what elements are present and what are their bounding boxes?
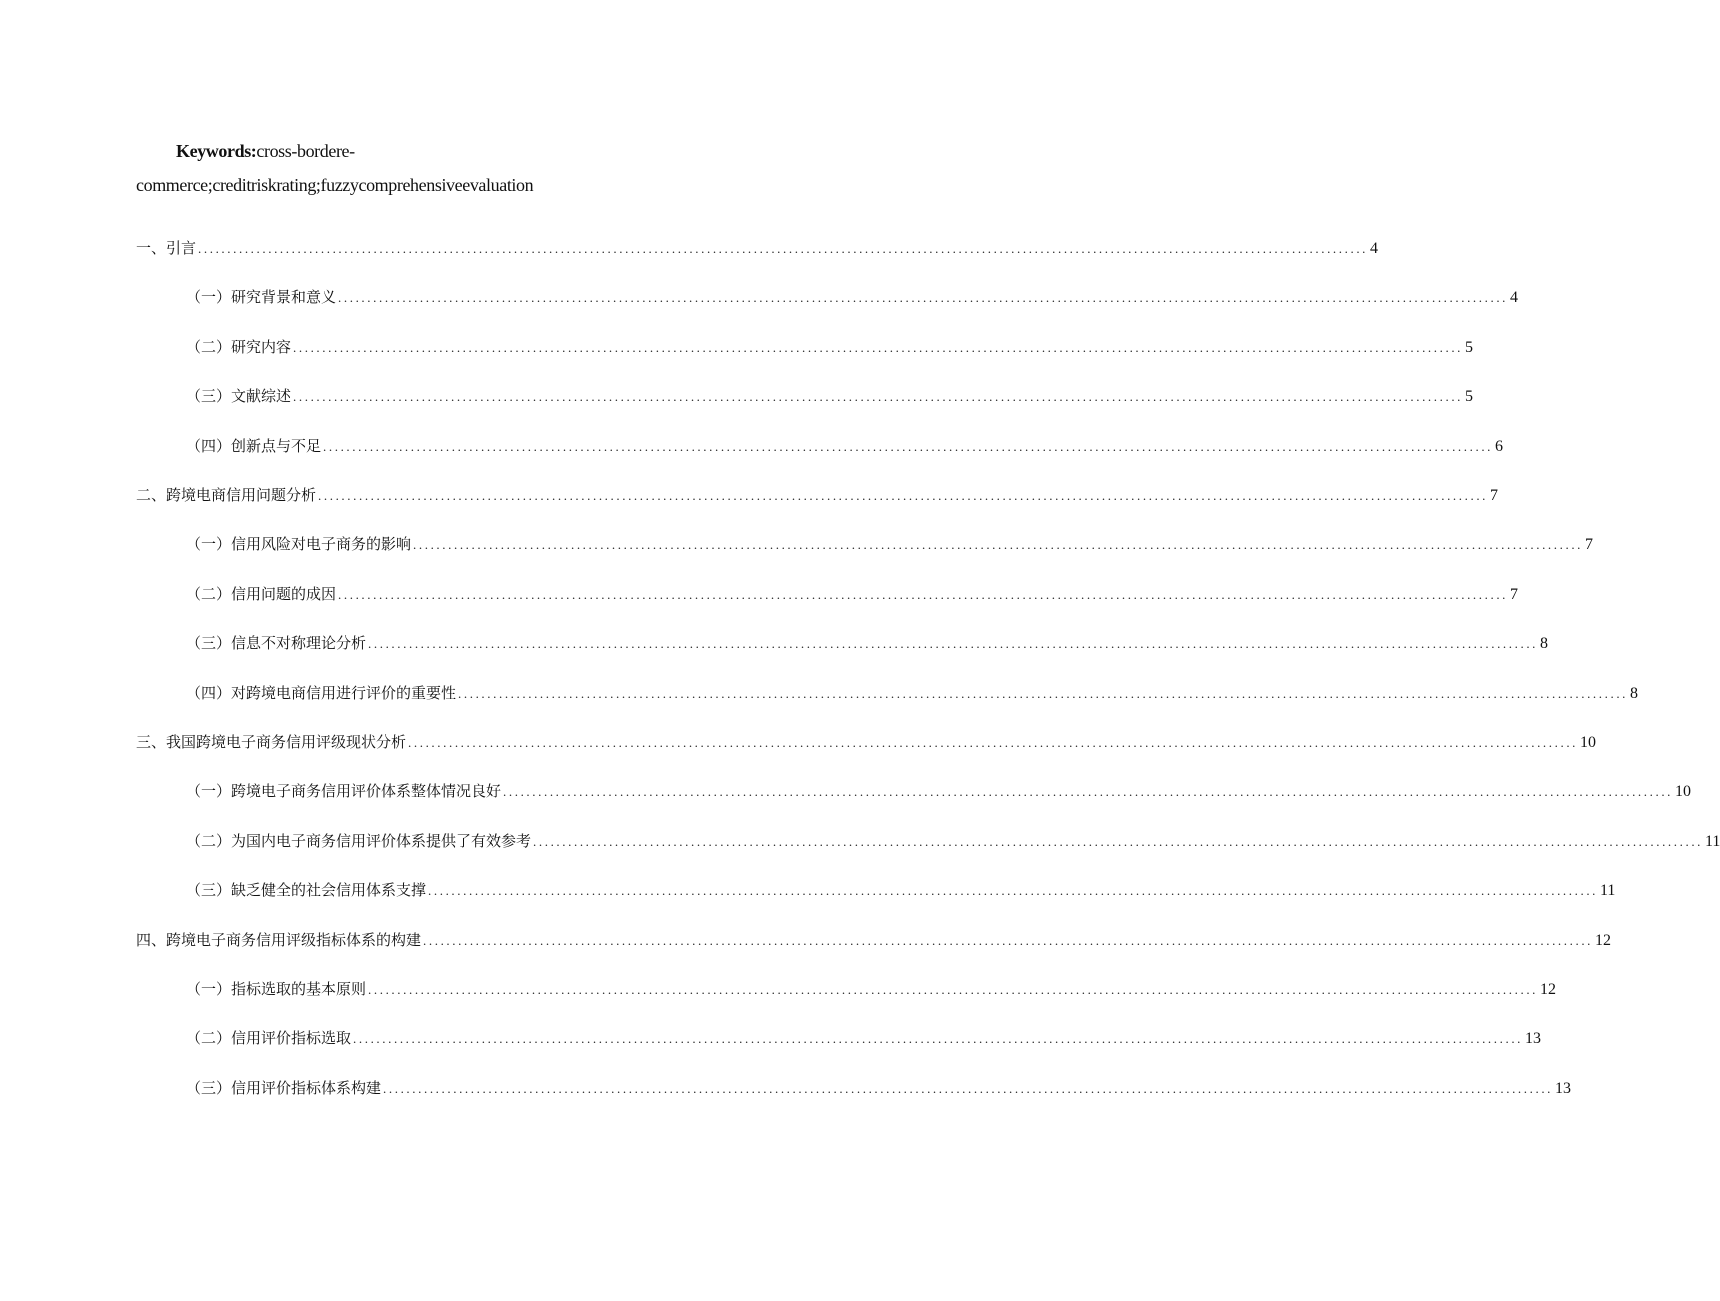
toc-entry[interactable] — [136, 237, 1379, 261]
toc-entry[interactable] — [186, 583, 1519, 607]
toc-entry[interactable] — [186, 830, 1720, 854]
toc-entry-title: （一）跨境电子商务信用评价体系整体情况良好 — [186, 784, 502, 801]
toc-entry[interactable] — [186, 286, 1519, 310]
toc-dot-leader: ........................................................................................................................................................................................................ — [368, 982, 1539, 997]
toc-entry-title: （四）创新点与不足 — [186, 438, 322, 455]
toc-dot-leader: ........................................................................................................................................................................................................ — [318, 488, 1489, 503]
toc-entry-title: （二）信用问题的成因 — [186, 586, 337, 603]
toc-entry-page: 5 — [1465, 388, 1474, 406]
toc-entry[interactable] — [186, 435, 1504, 459]
toc-entry-title: （二）研究内容 — [186, 339, 292, 356]
toc-entry[interactable] — [186, 780, 1692, 804]
toc-entry[interactable] — [136, 731, 1597, 755]
keywords-line-2: commerce;creditriskrating;fuzzycomprehensiveevaluation — [136, 175, 534, 195]
toc-dot-leader: ........................................................................................................................................................................................................ — [408, 735, 1579, 750]
toc-entry[interactable] — [186, 385, 1474, 409]
toc-dot-leader: ........................................................................................................................................................................................................ — [293, 339, 1464, 355]
toc-entry[interactable] — [186, 1027, 1542, 1051]
toc-entry-title: 一、引言 — [136, 241, 197, 257]
toc-entry[interactable] — [186, 336, 1474, 360]
toc-dot-leader: ........................................................................................................................................................................................................ — [353, 1031, 1524, 1047]
toc-dot-leader: ........................................................................................................................................................................................................ — [293, 389, 1464, 405]
toc-entry-title: （二）信用评价指标选取 — [186, 1031, 352, 1048]
toc-dot-leader: ........................................................................................................................................................................................................ — [413, 537, 1584, 553]
toc-entry-page: 13 — [1525, 1030, 1542, 1048]
toc-entry-page: 5 — [1465, 338, 1474, 356]
toc-entry-page: 4 — [1370, 240, 1379, 257]
toc-dot-leader: ........................................................................................................................................................................................................ — [533, 833, 1704, 849]
toc-dot-leader: ........................................................................................................................................................................................................ — [423, 932, 1594, 948]
toc-dot-leader: ........................................................................................................................................................................................................ — [338, 290, 1509, 306]
toc-entry-title: （一）研究背景和意义 — [186, 290, 337, 307]
toc-entry-title: 三、我国跨境电子商务信用评级现状分析 — [136, 735, 407, 751]
toc-entry-page: 7 — [1490, 487, 1499, 504]
toc-entry[interactable] — [186, 879, 1616, 903]
toc-entry[interactable] — [186, 632, 1549, 656]
keywords-text-1: cross-bordere- — [256, 141, 355, 161]
toc-entry-title: （三）文献综述 — [186, 389, 292, 406]
toc-entry[interactable] — [186, 978, 1557, 1002]
toc-entry-page: 4 — [1510, 289, 1519, 307]
keywords-line-1 — [176, 141, 355, 162]
toc-entry-title: 四、跨境电子商务信用评级指标体系的构建 — [136, 932, 422, 949]
toc-dot-leader: ........................................................................................................................................................................................................ — [323, 438, 1494, 454]
toc-entry-title: （一）信用风险对电子商务的影响 — [186, 537, 412, 554]
toc-entry-page: 11 — [1600, 882, 1616, 900]
toc-entry[interactable] — [186, 533, 1594, 557]
keywords-label: Keywords: — [176, 141, 257, 161]
toc-entry-page: 12 — [1595, 931, 1612, 949]
toc-dot-leader: ........................................................................................................................................................................................................ — [383, 1080, 1554, 1096]
toc-entry-page: 12 — [1540, 981, 1557, 998]
toc-entry-page: 7 — [1585, 536, 1594, 554]
toc-entry-title: （三）缺乏健全的社会信用体系支撑 — [186, 883, 427, 900]
toc-dot-leader: ........................................................................................................................................................................................................ — [503, 784, 1674, 800]
toc-entry-title: （二）为国内电子商务信用评价体系提供了有效参考 — [186, 833, 532, 850]
toc-entry-page: 7 — [1510, 585, 1519, 603]
toc-entry-title: （一）指标选取的基本原则 — [186, 982, 367, 998]
toc-entry-title: （四）对跨境电商信用进行评价的重要性 — [186, 685, 457, 702]
toc-entry[interactable] — [136, 929, 1612, 953]
toc-entry-page: 8 — [1630, 684, 1639, 702]
toc-dot-leader: ........................................................................................................................................................................................................ — [428, 883, 1599, 899]
toc-dot-leader: ........................................................................................................................................................................................................ — [458, 685, 1629, 701]
toc-entry-page: 10 — [1675, 783, 1692, 801]
toc-entry[interactable] — [186, 682, 1639, 706]
toc-dot-leader: ........................................................................................................................................................................................................ — [368, 636, 1539, 652]
toc-entry-page: 6 — [1495, 437, 1504, 455]
toc-entry[interactable] — [186, 1077, 1572, 1101]
toc-entry[interactable] — [136, 484, 1499, 508]
toc-entry-page: 8 — [1540, 635, 1549, 653]
toc-dot-leader: ........................................................................................................................................................................................................ — [338, 586, 1509, 602]
toc-entry-title: （三）信息不对称理论分析 — [186, 636, 367, 653]
toc-entry-page: 11 — [1705, 832, 1720, 850]
toc-entry-page: 13 — [1555, 1079, 1572, 1097]
toc-dot-leader: ........................................................................................................................................................................................................ — [198, 241, 1369, 256]
toc-entry-title: （三）信用评价指标体系构建 — [186, 1080, 382, 1097]
toc-entry-page: 10 — [1580, 734, 1597, 751]
toc-entry-title: 二、跨境电商信用问题分析 — [136, 488, 317, 504]
